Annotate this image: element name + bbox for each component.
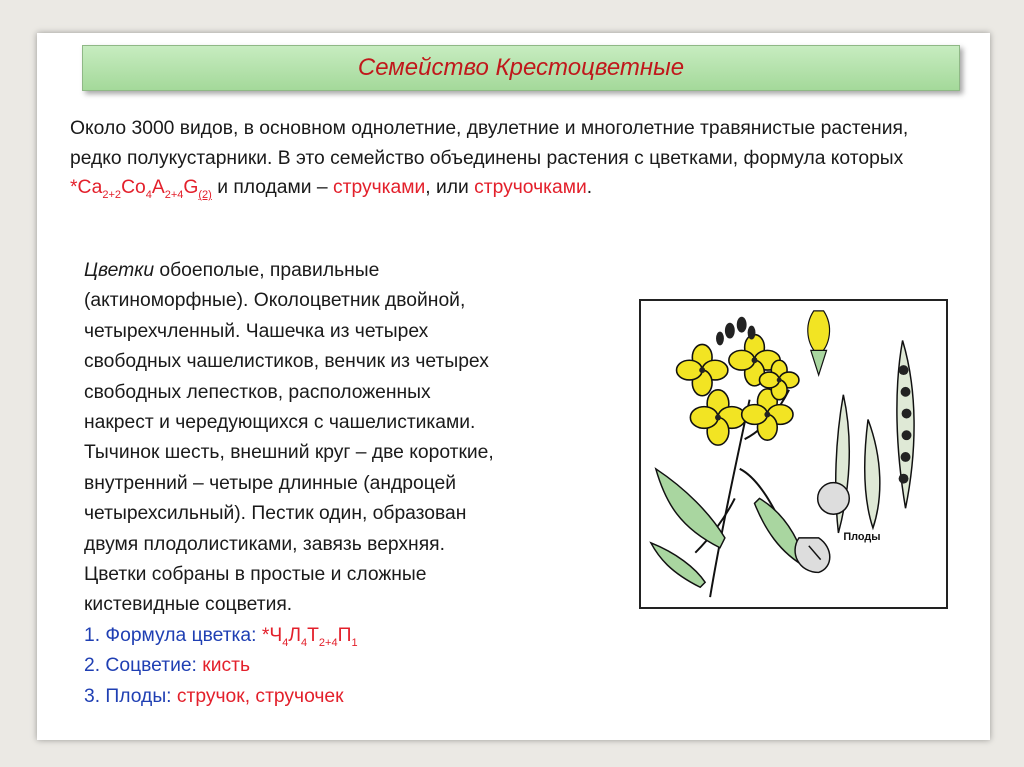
title-banner xyxy=(82,45,960,91)
description-block xyxy=(84,256,644,712)
fruit-term-1: стручками xyxy=(332,177,426,198)
description-line: свободных чашелистиков, венчик из четырех xyxy=(84,351,489,373)
slide-title: Семейство Крестоцветные xyxy=(357,54,685,81)
fruits-caption: Плоды xyxy=(843,530,881,543)
intro-text-3: , или xyxy=(425,177,475,198)
description-line: Цветки собраны в простые и сложные xyxy=(84,564,427,586)
description-line: кистевидные соцветия. xyxy=(84,594,293,616)
yellow-flowers xyxy=(677,317,799,445)
description-line: (актиноморфные). Околоцветник двойной, xyxy=(84,290,466,312)
intro-text-1: Около 3000 видов, в основном однолетние, двулетние и многолетние травянистые растения, редко полукустарники. В это семейство объединены растения с цветками, формула которых xyxy=(70,118,909,169)
description-line: четырехчленный. Чашечка из четырех xyxy=(84,320,429,342)
flower-formula: $*Са_{2+2}Со_4А_{2+4}G_{(2)}$ xyxy=(70,177,212,201)
plant-illustration xyxy=(639,299,948,609)
description-line: Цветки обоеполые, правильные xyxy=(84,260,380,281)
fruit-term-2: стручочками xyxy=(474,177,587,198)
cruciferous-plant-drawing xyxy=(641,301,946,607)
description-lead: Цветки xyxy=(84,260,155,281)
description-line: внутренний – четыре длинные (андроцей xyxy=(84,472,457,494)
intro-text-4: . xyxy=(586,177,593,198)
intro-paragraph xyxy=(70,114,950,203)
opened-fruits xyxy=(795,483,849,573)
description-line: двумя плодолистиками, завязь верхняя. xyxy=(84,533,445,555)
summary-item-fruits: 3. Плоды: стручок, стручочек xyxy=(84,685,344,707)
description-text xyxy=(84,256,644,621)
description-line: свободных лепестков, расположенных xyxy=(84,381,431,403)
description-line: четырехсильный). Пестик один, образован xyxy=(84,503,467,525)
plant-leaves xyxy=(651,469,807,587)
description-line: накрест и чередующихся с чашелистиками. xyxy=(84,412,476,434)
description-line: Тычинок шесть, внешний круг – две короткие, xyxy=(84,442,494,464)
summary-item-inflorescence: 2. Соцветие: кисть xyxy=(84,655,251,677)
summary-list xyxy=(84,621,644,712)
flower-detail xyxy=(808,311,830,375)
summary-item-formula: 1. Формула цветка: $*Ч_4Л_4Т_{2+4}П_1$ xyxy=(84,624,358,649)
slide xyxy=(37,33,990,740)
intro-text-2: и плодами – xyxy=(211,177,333,198)
